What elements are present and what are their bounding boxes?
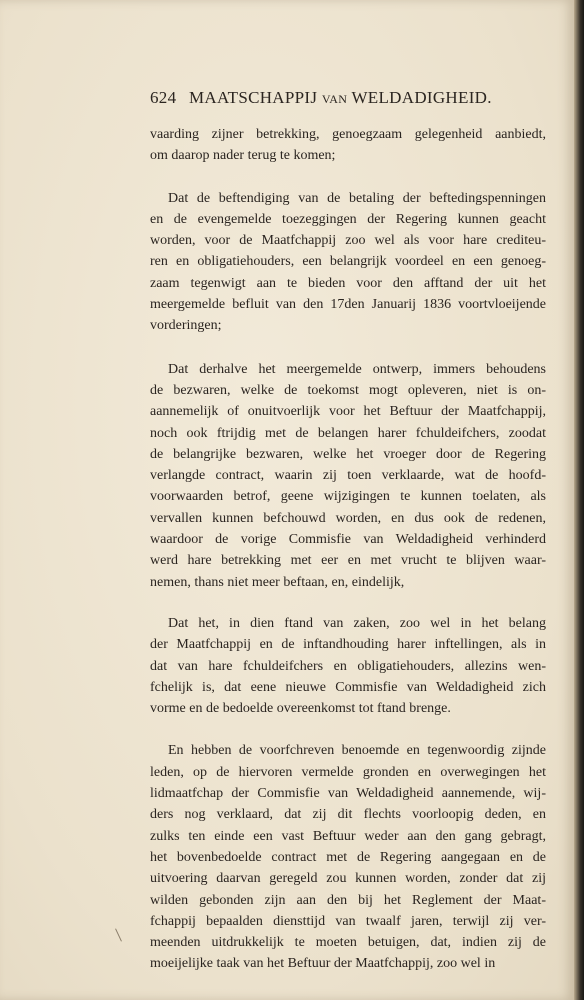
- text-line: de bezwaren, welke de toekomst mogt opleveren, niet is on-: [150, 382, 546, 398]
- page-body-text: [150, 124, 546, 975]
- text-line: waardoor de vorige Commisfie van Weldadigheid verhinderd: [150, 532, 546, 548]
- header-title-part2: WELDADIGHEID.: [351, 88, 492, 107]
- text-line: worden, voor de Maatfchappij zoo wel als voor hare crediteu-: [150, 233, 546, 249]
- text-line: werd hare betrekking met eer en met vrucht te blijven waar-: [150, 553, 546, 569]
- paragraph: [150, 613, 546, 719]
- page-edge: [574, 0, 584, 1000]
- text-line: fchappij bepaalden diensttijd van twaalf jaren, terwijl zij ver-: [150, 913, 546, 929]
- header-title-van: van: [321, 88, 348, 107]
- text-line: nemen, thans niet meer beftaan, en, eindelijk,: [150, 574, 405, 590]
- paragraph: [150, 188, 546, 337]
- text-line: ders nog verklaard, dat zij dit flechts voorloopig deden, en: [150, 807, 546, 823]
- text-line: En hebben de voorfchreven benoemde en tegenwoordig zijnde: [168, 743, 546, 759]
- text-line: lidmaatfchap der Commisfie van Weldadigheid aannemende, wij-: [150, 786, 546, 802]
- text-line: meergemelde befluit van den 17den Januarij 1836 voortvloeijende: [150, 297, 546, 313]
- text-line: voorwaarden betrof, geene wijzigingen te kunnen toelaten, als: [150, 489, 546, 505]
- text-line: fchelijk is, dat eene nieuwe Commisfie van Weldadigheid zich: [150, 679, 546, 695]
- text-line: meenden uitdrukkelijk te moeten betuigen, dat, indien zij de: [150, 935, 546, 951]
- paragraph: [150, 740, 546, 974]
- text-line: de belangrijke bezwaren, welke het vroeger door de Regering: [150, 446, 546, 462]
- text-line: vaarding zijner betrekking, genoegzaam gelegenheid aanbiedt,: [150, 127, 546, 142]
- text-line: leden, op de hiervoren vermelde gronden en overwegingen het: [150, 764, 546, 780]
- text-line: dat van hare fchuldeifchers en obligatiehouders, allezins wen-: [150, 658, 546, 674]
- text-line: zulks ten einde een vast Beftuur weder aan den gang gebragt,: [150, 828, 546, 844]
- text-line: het bovenbedoelde contract met de Regering aangegaan en de: [150, 849, 546, 865]
- text-line: wilden gebonden zijn aan den bij het Reglement der Maat-: [150, 892, 546, 908]
- text-line: Dat het, in dien ftand van zaken, zoo wel in het belang: [168, 615, 546, 631]
- text-line: om daarop nader terug te komen;: [150, 148, 336, 164]
- text-line: Dat derhalve het meergemelde ontwerp, immers behoudens: [168, 361, 546, 377]
- text-line: Dat de beftendiging van de betaling der beftedingspenningen: [168, 190, 546, 206]
- text-line: der Maatfchappij en de inftandhouding harer inftellingen, als in: [150, 637, 546, 653]
- text-line: ren en obligatiehouders, een belangrijk voordeel en een genoeg-: [150, 254, 546, 270]
- text-line: aannemelijk of onuitvoerlijk voor het Beftuur der Maatfchappij,: [150, 404, 546, 420]
- text-line: uitvoering daarvan geregeld zou kunnen worden, zonder dat zij: [150, 871, 546, 887]
- text-line: vervallen kunnen befchouwd worden, en dus ook de redenen,: [150, 510, 546, 526]
- text-line: verlangde contract, waarin zij toen verklaarde, wat de hoofd-: [150, 468, 546, 484]
- page-number: 624: [150, 88, 177, 107]
- text-line: vorme en de bedoelde overeenkomst tot ftand brenge.: [150, 701, 451, 717]
- text-line: moeijelijke taak van het Beftuur der Maatfchappij, zoo wel in: [150, 956, 496, 972]
- text-line: noch ook ftrijdig met de belangen harer fchuldeifchers, zoodat: [150, 425, 546, 441]
- text-line: en de evengemelde toezeggingen der Regering kunnen geacht: [150, 211, 546, 227]
- paragraph: [150, 359, 546, 593]
- pencil-mark: [115, 928, 122, 941]
- text-line: vorderingen;: [150, 318, 222, 334]
- header-title-part1: MAATSCHAPPIJ: [188, 88, 318, 107]
- text-line: zaam tegenwigt aan te bieden voor den afftand der uit het: [150, 275, 546, 291]
- paragraph: [150, 124, 546, 167]
- running-header: [150, 88, 548, 108]
